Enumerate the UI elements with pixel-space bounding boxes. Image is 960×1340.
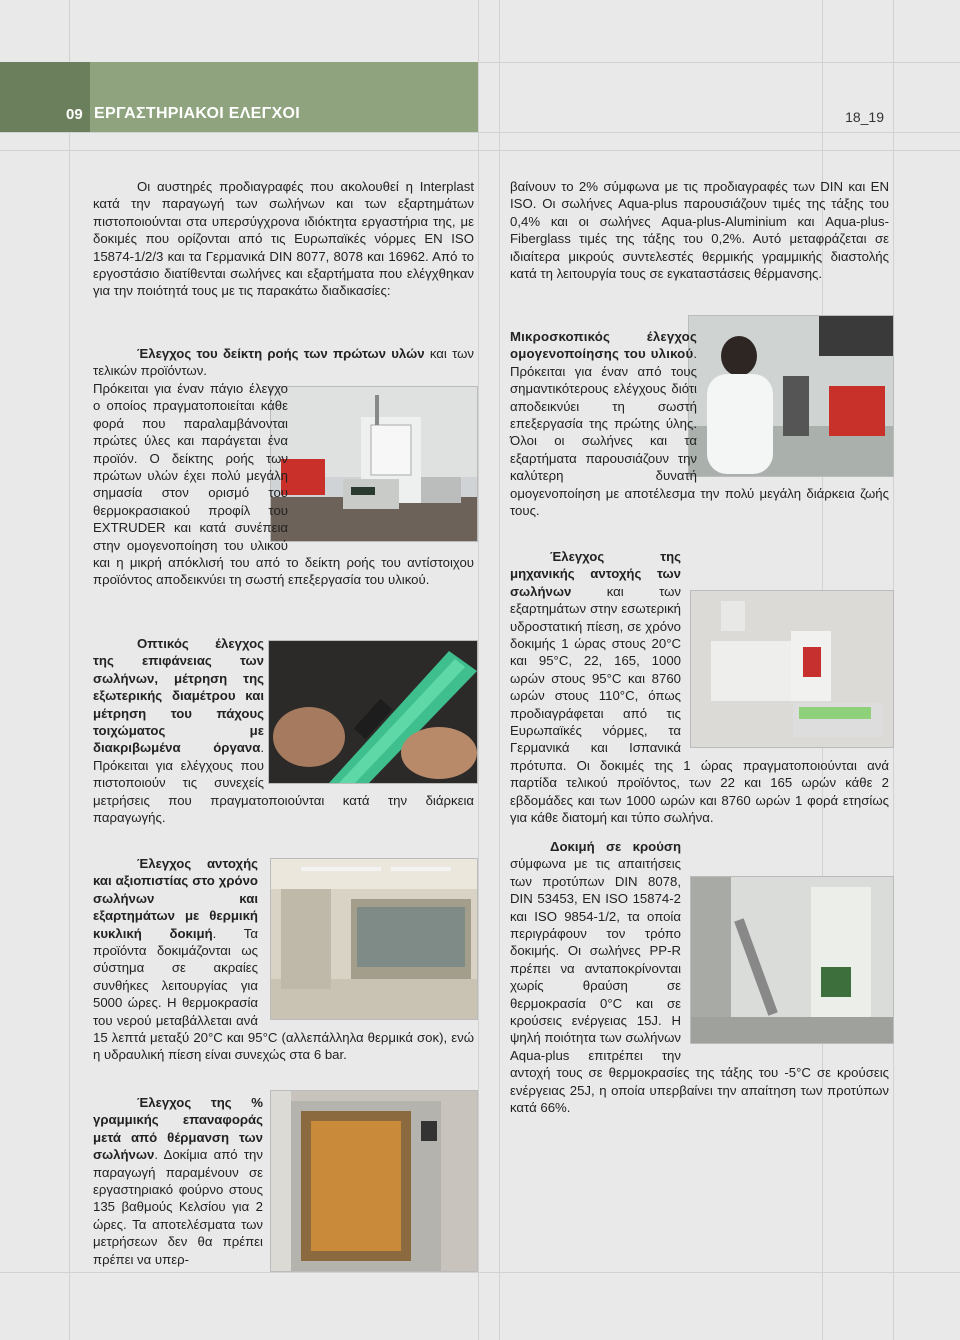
- section-flow-index: Έλεγχος του δείκτη ροής των πρώτων υλών και των τελικών προϊόντων.: [93, 346, 474, 379]
- section-mechanical-strength: Έλεγχος της μηχανικής αντοχής των σωλήνων και των εξαρτημάτων στην εσωτερική υδροστατική πίεση, σε χρόνο δοκιμής 1 ώρας στους 20°C και 95°C, 22, 165, 1000 ωρών στους 95°C και 8760 ωρών στους 110°C, όπως προδιαγράφεται από τις Ευρωπαϊκές νόρμες, τα Γερμανικά και Ισπανικά πρότυπα. Οι δοκιμές της 1 ώρας πραγματοποιούνται ανά παρτίδα τελικού προϊόντος, των 22 και 165 ωρών κάθε 2 εβδομάδες και των 1000 ωρών και 8760 ωρών 1 φορά ετησίως για κάθε διατομή και τύπο σωλήνα.: [510, 549, 889, 826]
- grid-line: [0, 132, 960, 133]
- page-numbers: 18_19: [845, 109, 884, 125]
- section-linear-recovery-title: Έλεγχος της % γραμμικής επαναφοράς μετά από θέρμανση των σωλήνων: [93, 1095, 263, 1163]
- section-linear-recovery: Έλεγχος της % γραμμικής επαναφοράς μετά από θέρμανση των σωλήνων. Δοκίμια από την παραγωγή παραμένουν σε εργαστηριακό φούρνο στους 135 βαθμούς Κελσίου για 2 ώρες. Τα αποτελέσματα των μετρήσεων δεν θα πρέπει πρέπει να υπερ-: [93, 1095, 263, 1267]
- section-flow-index-title: Έλεγχος του δείκτη ροής των πρώτων υλών: [137, 346, 425, 361]
- section-visual-inspection: Οπτικός έλεγχος της επιφάνειας των σωλήνων, μέτρηση της εξωτερικής διαμέτρου και μέτρηση του πάχους τοιχώματος με διακριβωμένα όργανα. Πρόκειται για ελέγχους που πιστοποιούν τις συνεχείς μετρήσεις που πραγματοποιούνται κατά την διάρκεια παραγωγής.: [93, 636, 474, 826]
- section-microscopic-title: Μικροσκοπικός έλεγχος ομογενοποίησης του υλικού: [510, 329, 697, 362]
- grid-line: [478, 0, 479, 1340]
- lab-oven-photo: [270, 1090, 478, 1272]
- section-thermal-cycle: Έλεγχος αντοχής και αξιοπιστίας στο χρόνο σωλήνων και εξαρτημάτων με θερμική κυκλική δοκιμή. Τα προϊόντα δοκιμάζονται ως σύστημα σε ακραίες συνθήκες λειτουργίας για 5000 ώρες. Η θερμοκρασία του νερού μεταβάλλεται ανά 15 λεπτά μεταξύ 20°C και 95°C (αλλεπάλληλα θερμικά σοκ), ενώ η υδραυλική πίεση είναι συνεχώς στα 6 bar.: [93, 856, 474, 1063]
- grid-line: [0, 1272, 960, 1273]
- section-microscopic: Μικροσκοπικός έλεγχος ομογενοποίησης του υλικού. Πρόκειται για έναν από τους σημαντικότερους ελέγχους διότι αποδεικνύει τη σωστή επεξεργασία της πρώτης ύλης. Όλοι οι σωλήνες και τα εξαρτήματα παρουσιάζουν την καλύτερη δυνατή ομογενοποίηση με αποτέλεσμα την πολύ μεγάλη διάρκεια ζωής τους.: [510, 329, 889, 519]
- section-thermal-cycle-title: Έλεγχος αντοχής και αξιοπιστίας στο χρόνο σωλήνων και εξαρτημάτων με θερμική κυκλική δοκιμή: [93, 856, 258, 941]
- section-impact-test: Δοκιμή σε κρούση σύμφωνα με τις απαιτήσεις των προτύπων DIN 8078, DIN 53453, EN ISO 15874-2 και ISO 9854-1/2, τα οποία περιγράφουν τον τρόπο δοκιμής. Οι σωλήνες PP-R πρέπει να ανταποκρίνονται χωρίς θραύση σε θερμοκρασία 0°C και σε κρούσεις ενέργειας 15J. Η ψηλή ποιότητα των σωλήνων Aqua-plus επιτρέπει την αντοχή τους σε θερμοκρασίες της τάξης του -5°C σε κρούσεις ενέργειας 25J, η οποία υπερβαίνει την απαίτηση των προτύπων κατά 66%.: [510, 839, 889, 1116]
- section-mechanical-strength-title: Έλεγχος της μηχανικής αντοχής των σωλήνων: [510, 549, 681, 599]
- intro-paragraph: Οι αυστηρές προδιαγραφές που ακολουθεί η Interplast κατά την παραγωγή των σωλήνων και των εξαρτημάτων πιστοποιούνται στα υπερσύγχρονα ιδιόκτητα εργαστήρια της, με δοκιμές που ορίζονται από τις Ευρωπαϊκές νόρμες EN ISO 15874-1/2/3 και τα Γερμανικά DIN 8077, 8078 και 16962. Από το εργοστάσιο διατίθενται σωλήνες και εξαρτήματα που ελέγχθηκαν για την ποιότητά τους με τις παρακάτω διαδικασίες:: [93, 179, 474, 299]
- section-visual-inspection-title: Οπτικός έλεγχος της επιφάνειας των σωλήνων, μέτρηση της εξωτερικής διαμέτρου και μέτρηση του πάχους τοιχώματος με διακριβωμένα όργανα: [93, 636, 264, 756]
- section-number: 09: [66, 106, 83, 123]
- section-flow-index-body: Πρόκειται για έναν πάγιο έλεγχο ο οποίος πραγματοποιείται κάθε φορά που παραλαμβάνονται πρώτες ύλες και παράγεται ένα προϊόν. Ο δείκτης ροής των πρώτων υλών έχει πολύ μεγάλη σημασία στον ορισμό του θερμοκρασιακού προφίλ του EXTRUDER και κατά συνέπεια στην ομογενοποίηση του υλικού και η μικρή απόκλισή του από το δείκτη ροής του αντίστοιχου προϊόντος αποδεικνύει τη σωστή επεξεργασία του υλικού.: [93, 381, 474, 588]
- grid-line: [0, 150, 960, 151]
- continued-paragraph: βαίνουν το 2% σύμφωνα με τις προδιαγραφές των DIN και EN ISO. Οι σωλήνες Aqua-plus παρουσιάζουν τιμές της τάξης του 0,4% και οι σωλήνες Aqua-plus-Aluminium και Aqua-plus-Fiberglass τιμές της τάξης του 0,2%. Αυτό μεταφράζεται σε ιδιαίτερα μικρούς συντελεστές θερμικής γραμμικής διαστολής κατά τη λειτουργία τους σε εγκαταστάσεις θέρμανσης.: [510, 179, 889, 282]
- grid-line: [69, 0, 70, 1340]
- section-title: ΕΡΓΑΣΤΗΡΙΑΚΟΙ ΕΛΕΓΧΟΙ: [94, 105, 301, 122]
- grid-line: [499, 0, 500, 1340]
- section-impact-test-title: Δοκιμή σε κρούση: [550, 839, 681, 854]
